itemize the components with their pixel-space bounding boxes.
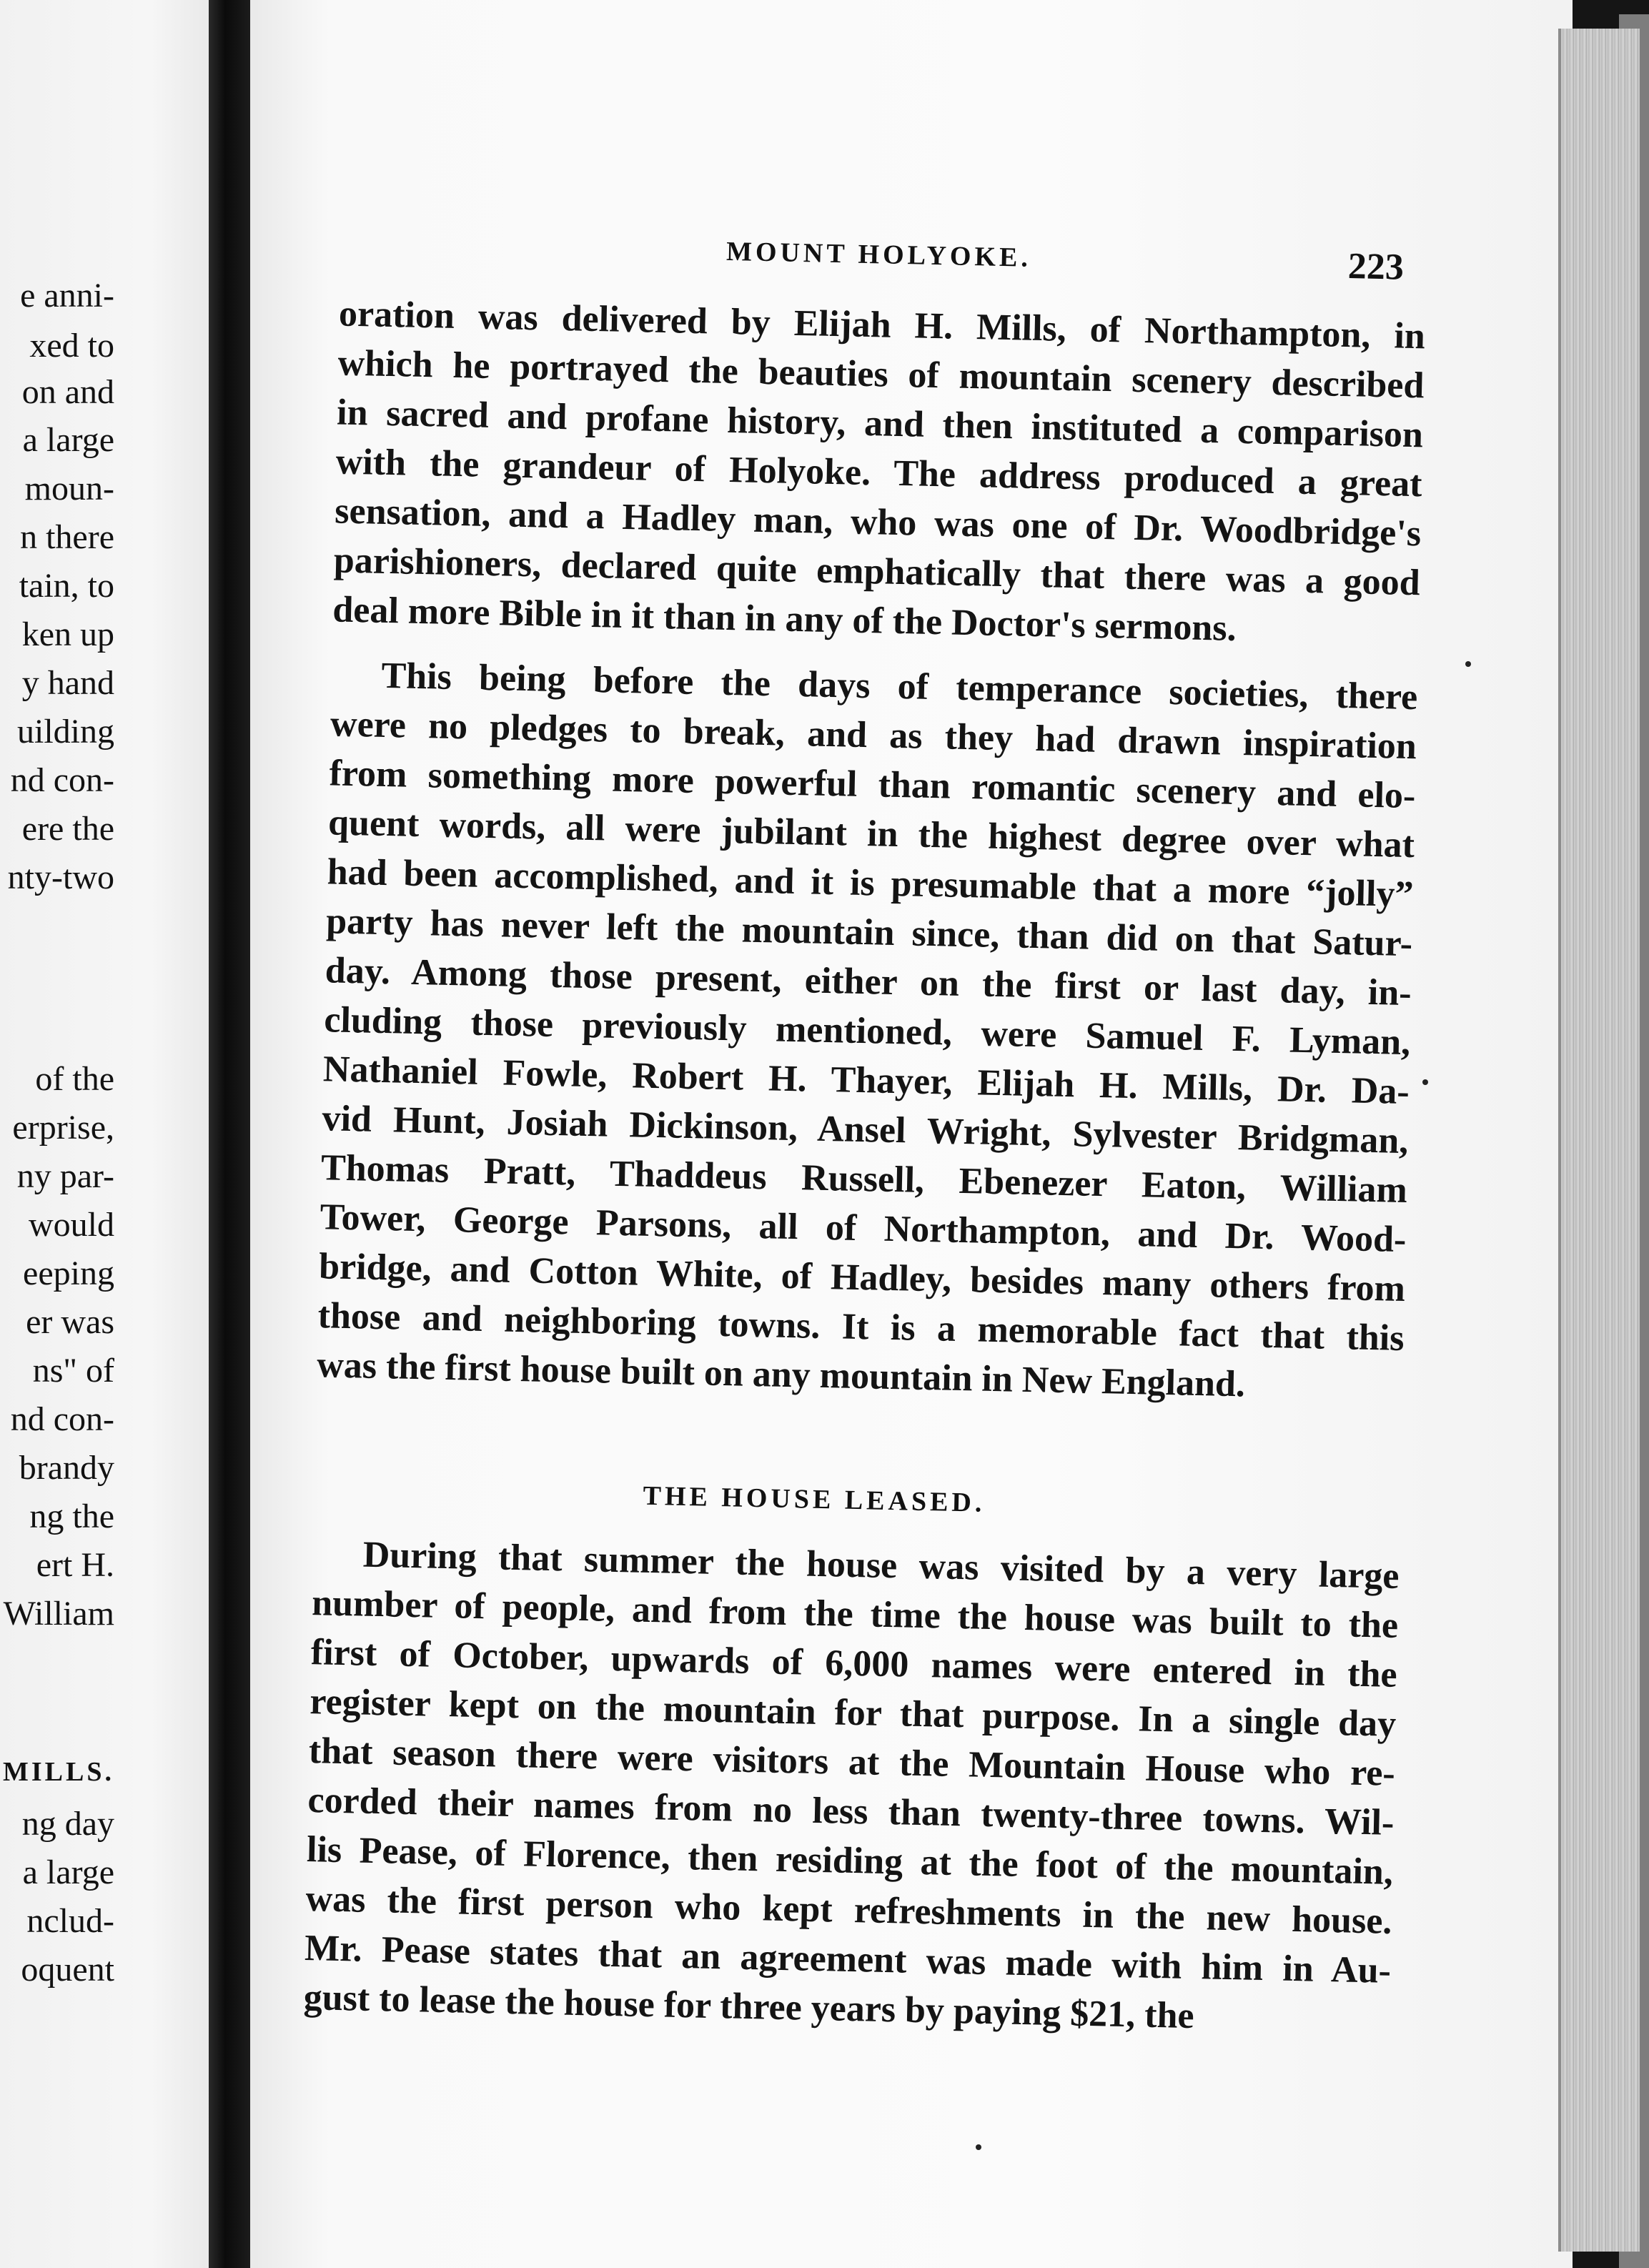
left-page-line: nd con- (10, 761, 114, 799)
section-heading: THE HOUSE LEASED. (643, 1480, 986, 1518)
text-line: Tower, George Parsons, all of Northampton, and Dr. Wood- (320, 1197, 1407, 1261)
page-block-edge (1558, 29, 1640, 2252)
text-line: This being before the days of temperance societies, there (380, 655, 1418, 718)
paper-speck (1465, 661, 1471, 667)
text-line: During that summer the house was visited by a very large (362, 1534, 1400, 1597)
left-page-line: nclud- (26, 1902, 114, 1940)
left-page-line: ng the (29, 1497, 114, 1535)
left-page-line: ns" of (32, 1352, 114, 1390)
left-page-line: brandy (19, 1449, 114, 1487)
right-page (250, 0, 1573, 2268)
left-page-line: would (29, 1206, 114, 1244)
left-page-line: on and (21, 373, 114, 411)
page-number: 223 (1347, 246, 1405, 288)
left-page-line: ken up (21, 615, 114, 653)
text-line: with the grandeur of Holyoke. The address produced a great (335, 441, 1423, 505)
text-line: parishioners, declared quite emphatically that there was a good (333, 540, 1421, 604)
text-line: were no pledges to break, and as they had drawn inspiration (330, 703, 1417, 768)
left-page-line: tain, to (19, 567, 114, 605)
left-page-text (0, 0, 214, 2268)
left-page-line: ng day (21, 1805, 114, 1843)
text-line: gust to lease the house for three years by paying $21, the (303, 1976, 1195, 2037)
left-page-line: moun- (24, 470, 114, 507)
running-head: MOUNT HOLYOKE. (726, 236, 1032, 273)
text-line: number of people, and from the time the house was built to the (311, 1583, 1399, 1646)
text-line: cluding those previously mentioned, were Samuel F. Lyman, (323, 999, 1411, 1064)
text-line: Mr. Pease states that an agreement was made with him in Au- (304, 1928, 1392, 1991)
text-line: had been accomplished, and it is presumable that a more “jolly” (327, 851, 1415, 916)
text-line: was the first house built on any mountain in New England. (316, 1345, 1246, 1405)
text-line: corded their names from no less than twenty-three towns. Wil- (307, 1780, 1395, 1843)
text-line: party has never left the mountain since, than did on that Satur- (325, 901, 1413, 965)
left-page-line: n there (20, 518, 114, 556)
paper-speck (1422, 1079, 1428, 1085)
left-page-line: ny par- (16, 1157, 114, 1195)
text-line: Thomas Pratt, Thaddeus Russell, Ebenezer Eaton, William (320, 1147, 1408, 1212)
text-line: lis Pease, of Florence, then residing at the foot of the mountain, (306, 1829, 1394, 1893)
text-line: day. Among those present, either on the first or last day, in- (325, 950, 1412, 1014)
left-page-line: eeping (23, 1254, 114, 1292)
text-line: register kept on the mountain for that purpose. In a single day (309, 1681, 1397, 1745)
text-line: sensation, and a Hadley man, who was one of Dr. Woodbridge's (334, 490, 1422, 555)
left-page-line: of the (35, 1060, 114, 1098)
paper-speck (976, 2144, 981, 2150)
left-page-line: MILLS. (3, 1757, 114, 1787)
text-line: was the first person who kept refreshments in the new house. (305, 1878, 1392, 1942)
text-line: bridge, and Cotton White, of Hadley, besides many others from (318, 1246, 1406, 1310)
text-line: in sacred and profane history, and then instituted a comparison (336, 392, 1424, 456)
left-page-line: ert H. (36, 1546, 114, 1584)
text-line: vid Hunt, Josiah Dickinson, Ansel Wright, Sylvester Bridgman, (321, 1098, 1409, 1162)
left-page-line: oquent (21, 1951, 114, 1989)
text-line: that season there were visitors at the Mountain House who re- (308, 1730, 1396, 1794)
left-page (0, 0, 214, 2268)
left-page-line: a large (22, 1853, 114, 1891)
left-page-line: nty-two (7, 858, 114, 896)
left-page-line: erprise, (12, 1109, 114, 1147)
left-page-line: er was (26, 1303, 114, 1341)
text-line: those and neighboring towns. It is a memorable fact that this (317, 1295, 1405, 1360)
left-page-line: William (3, 1595, 114, 1633)
book-gutter (209, 0, 250, 2268)
text-line: deal more Bible in it than in any of the Doctor's sermons. (332, 589, 1237, 649)
left-page-line: a large (22, 421, 114, 459)
left-page-line: y hand (21, 664, 114, 702)
left-page-line: xed to (29, 327, 114, 365)
left-page-line: uilding (16, 713, 114, 751)
text-line: from something more powerful than romantic scenery and elo- (329, 753, 1416, 817)
right-page-text-block (250, 0, 1573, 2268)
text-line: first of October, upwards of 6,000 names were entered in the (310, 1632, 1398, 1695)
text-line: Nathaniel Fowle, Robert H. Thayer, Elijah H. Mills, Dr. Da- (322, 1049, 1410, 1113)
text-line: quent words, all were jubilant in the highest degree over what (327, 802, 1415, 866)
text-line: oration was delivered by Elijah H. Mills, of Northampton, in (338, 293, 1426, 357)
text-line: which he portrayed the beauties of mountain scenery described (337, 342, 1425, 407)
left-page-line: ere the (21, 810, 114, 848)
left-page-line: e anni- (20, 277, 114, 315)
left-page-line: nd con- (10, 1400, 114, 1438)
